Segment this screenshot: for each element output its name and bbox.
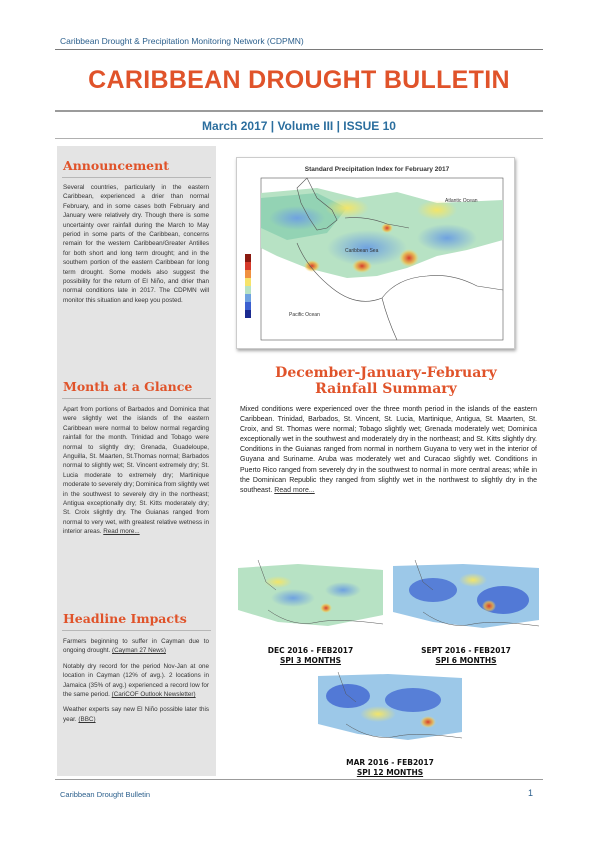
title-divider <box>55 110 543 112</box>
impact-source-link[interactable]: (Cayman 27 News) <box>112 647 166 655</box>
impact-item <box>63 662 209 700</box>
spi-12-month-map <box>318 672 462 754</box>
spi-12-month-caption <box>318 758 462 778</box>
impacts-heading: Headline Impacts <box>63 611 187 626</box>
spi-3-month-caption <box>238 646 383 666</box>
caribbean-label: Caribbean Sea <box>345 248 379 254</box>
pacific-label: Pacific Ocean <box>289 312 320 318</box>
announcement-body: Several countries, particularly in the eastern Caribbean, experienced a drier than normal February, and in some cases both February and January were relatively dry. Though there is some uncertainty over rainfall during the March to May period in some parts of the Caribbean, concerns remain for the western Caribbean/Greater Antilles for both short and long term drought; and in the southern portion of the eastern Caribbean for long term drought. Some models also suggest the possibility for the return of El Niño, and drier than normal conditions late in 2017. The CDPMN will monitor this situation and keep you posted. <box>63 184 209 304</box>
map-period: MAR 2016 - FEB2017 <box>346 758 434 767</box>
page-number: 1 <box>528 788 534 798</box>
summary-read-more-link[interactable]: Read more... <box>274 486 315 494</box>
summary-title <box>236 365 536 397</box>
spi-map-title: Standard Precipitation Index for February 2017 <box>304 166 450 173</box>
spi-6-month-map <box>393 560 539 642</box>
month-read-more-link[interactable]: Read more... <box>103 528 140 536</box>
map-index: SPI 6 MONTHS <box>435 656 497 665</box>
impact-item <box>63 705 209 724</box>
spi-main-map <box>236 157 515 349</box>
footer-divider <box>55 779 543 780</box>
map-period: DEC 2016 - FEB2017 <box>267 646 354 655</box>
map-index: SPI 12 MONTHS <box>356 768 424 777</box>
sidebar-divider <box>62 177 211 178</box>
spi-map-graphic <box>237 158 514 348</box>
issue-line: March 2017 | Volume III | ISSUE 10 <box>202 119 396 133</box>
impact-text: Weather experts say new El Niño possible later this year. <box>63 706 209 723</box>
impact-text: Farmers beginning to suffer in Cayman due to ongoing drought. <box>63 638 209 655</box>
summary-text: Mixed conditions were experienced over the three month period in the islands of the eastern Caribbean. Trinidad, Barbados, St. Vincent, St. Lucia, Martinique, Antigua, St. Maarten, St. Croix, and St. Thomas were normal; Tobago slightly wet; Grenada moderately wet; Dominica exceptionally wet in the southwest and moderately dry in the northeast; and St. Kitts slightly dry. Conditions in the Guianas ranged from normal in northern Guyana to very wet in the interior of Guyana and Suriname. Aruba was moderately wet and Curacao slightly wet. Conditions in Puerto Rico ranged from severely dry in the southwest to normal in more central areas; while in the Dominican Republic they ranged from slightly wet in the northwest to slightly dry in the southeast. <box>240 406 537 494</box>
issue-divider <box>55 138 543 139</box>
impacts-body <box>63 637 209 730</box>
impact-item <box>63 637 209 656</box>
top-divider <box>55 49 543 50</box>
spi-6-month-caption <box>393 646 539 666</box>
spi-3-month-map <box>238 560 383 642</box>
atlantic-label: Atlantic Ocean <box>445 198 478 204</box>
sidebar-divider <box>62 398 211 399</box>
summary-body <box>240 405 537 496</box>
month-body-text: Apart from portions of Barbados and Dominica that were slightly wet the islands of the eastern Caribbean were normal to below normal regarding rainfall for the month. Trinidad and Tobago were normal to slightly dry; Grenada, Guadeloupe, Anguilla, St. Maarten, St.Thomas normal; Barbados normal to slightly wet; St. Vincent extremely dry; St. Lucia moderate to extremely dry; Martinique moderate to severely dry; Dominica from slightly wet in the southwest to severely dry in the northeast; Antigua exceptionally dry; St. Kitts moderately dry; St. Croix slightly dry. The Guianas ranged from normal to very wet, with greatest relative wetness in interior areas. <box>63 406 209 536</box>
impact-text: Notably dry record for the period Nov-Jan at one location in Cayman (12% of avg.). 2 locations in Jamaica (35% of avg.) experienced a record low for the same period. <box>63 662 209 699</box>
month-heading: Month at a Glance <box>63 379 193 394</box>
footer-text: Caribbean Drought Bulletin <box>60 790 151 799</box>
impact-source-link[interactable]: (CariCOF Outlook Newsletter) <box>111 691 196 699</box>
map-period: SEPT 2016 - FEB2017 <box>421 646 511 655</box>
summary-title-line2: Rainfall Summary <box>315 381 457 397</box>
impact-source-link[interactable]: (BBC) <box>78 715 96 723</box>
summary-title-line1: December-January-February <box>275 365 497 381</box>
bulletin-title: CARIBBEAN DROUGHT BULLETIN <box>88 66 510 94</box>
month-body <box>63 405 209 537</box>
sidebar <box>57 146 216 776</box>
network-name: Caribbean Drought & Precipitation Monitoring Network (CDPMN) <box>60 36 304 46</box>
sidebar-divider <box>62 630 211 631</box>
map-index: SPI 3 MONTHS <box>279 656 342 665</box>
announcement-heading: Announcement <box>63 158 169 173</box>
